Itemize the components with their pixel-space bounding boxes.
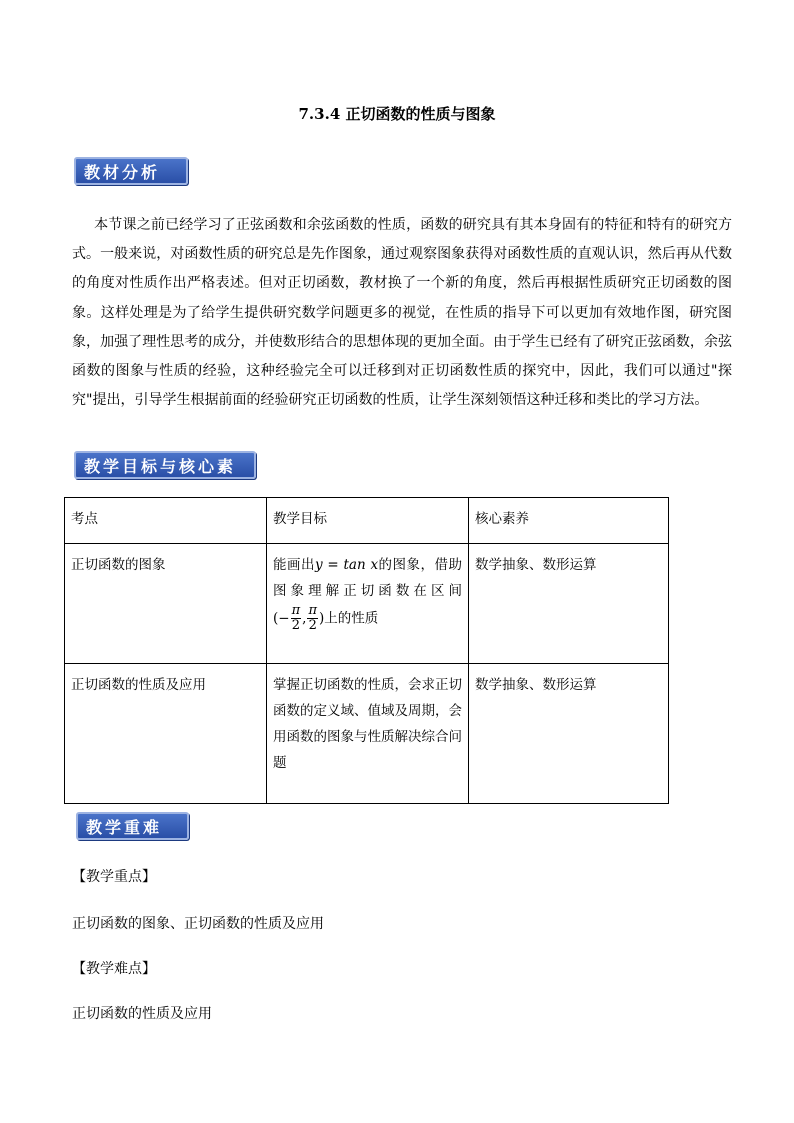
table-header-row	[65, 498, 669, 544]
fraction-left	[291, 604, 302, 633]
table-header-cell: 考点	[65, 498, 267, 544]
interval-open: (−	[273, 610, 290, 627]
page-title: 7.3.4 正切函数的性质与图象	[298, 105, 496, 123]
table-cell-goal: 掌握正切函数的性质，会求正切函数的定义域、值域及周期，会用函数的图象与性质解决综合问题	[267, 664, 469, 804]
interval-line	[273, 604, 462, 633]
table-cell-goal	[267, 544, 469, 664]
goal-text-post: 上的性质	[324, 610, 379, 627]
table-cell-literacy: 数学抽象、数形运算	[469, 664, 669, 804]
goals-table	[64, 497, 669, 804]
table-row	[65, 664, 669, 804]
tan-formula: y = tan x	[314, 557, 379, 573]
table-header-cell: 教学目标	[267, 498, 469, 544]
fraction-numerator: π	[291, 603, 301, 618]
fraction-right	[307, 604, 318, 633]
analysis-paragraph	[72, 211, 732, 415]
goal-text-pre: 能画出	[273, 557, 315, 573]
goal-text	[273, 552, 462, 604]
fraction-denominator: 2	[291, 618, 300, 633]
fraction-numerator: π	[308, 603, 317, 618]
table-cell-point: 正切函数的性质及应用	[65, 664, 267, 804]
difficulty-label: 【教学难点】	[72, 961, 156, 977]
section-badge-analysis: 教材分析	[74, 157, 188, 185]
table-header-cell: 核心素养	[469, 498, 669, 544]
section-badge-key-points: 教学重难点	[76, 812, 189, 840]
interval-comma: ,	[302, 610, 307, 627]
table-cell-point: 正切函数的图象	[65, 544, 267, 664]
focus-label: 【教学重点】	[72, 869, 156, 885]
focus-text: 正切函数的图象、正切函数的性质及应用	[72, 916, 324, 932]
table-row	[65, 544, 669, 664]
fraction-denominator: 2	[308, 618, 317, 633]
section-badge-goals: 教学目标与核心素养	[74, 451, 256, 479]
analysis-text: 本节课之前已经学习了正弦函数和余弦函数的性质，函数的研究具有其本身固有的特征和特有的研究方式。一般来说，对函数性质的研究总是先作图象，通过观察图象获得对函数性质的直观认识，然后再从代数的角度对性质作出严格表述。但对正切函数，教材换了一个新的角度，然后再根据性质研究正切函数的图象。这样处理是为了给学生提供研究数学问题更多的视觉，在性质的指导下可以更加有效地作图，研究图象，加强了理性思考的成分，并使数形结合的思想体现的更加全面。由于学生已经有了研究正弦函数，余弦函数的图象与性质的经验，这种经验完全可以迁移到对正切函数性质的探究中，因此，我们可以通过"探究"提出，引导学生根据前面的经验研究正切函数的性质，让学生深刻领悟这种迁移和类比的学习方法。	[72, 217, 732, 409]
interval-close: )	[318, 610, 325, 627]
goal-text-mid: 的图象，借助图象理解正切函数在区间	[273, 557, 463, 599]
difficulty-text: 正切函数的性质及应用	[72, 1006, 212, 1022]
table-cell-literacy: 数学抽象、数形运算	[469, 544, 669, 664]
